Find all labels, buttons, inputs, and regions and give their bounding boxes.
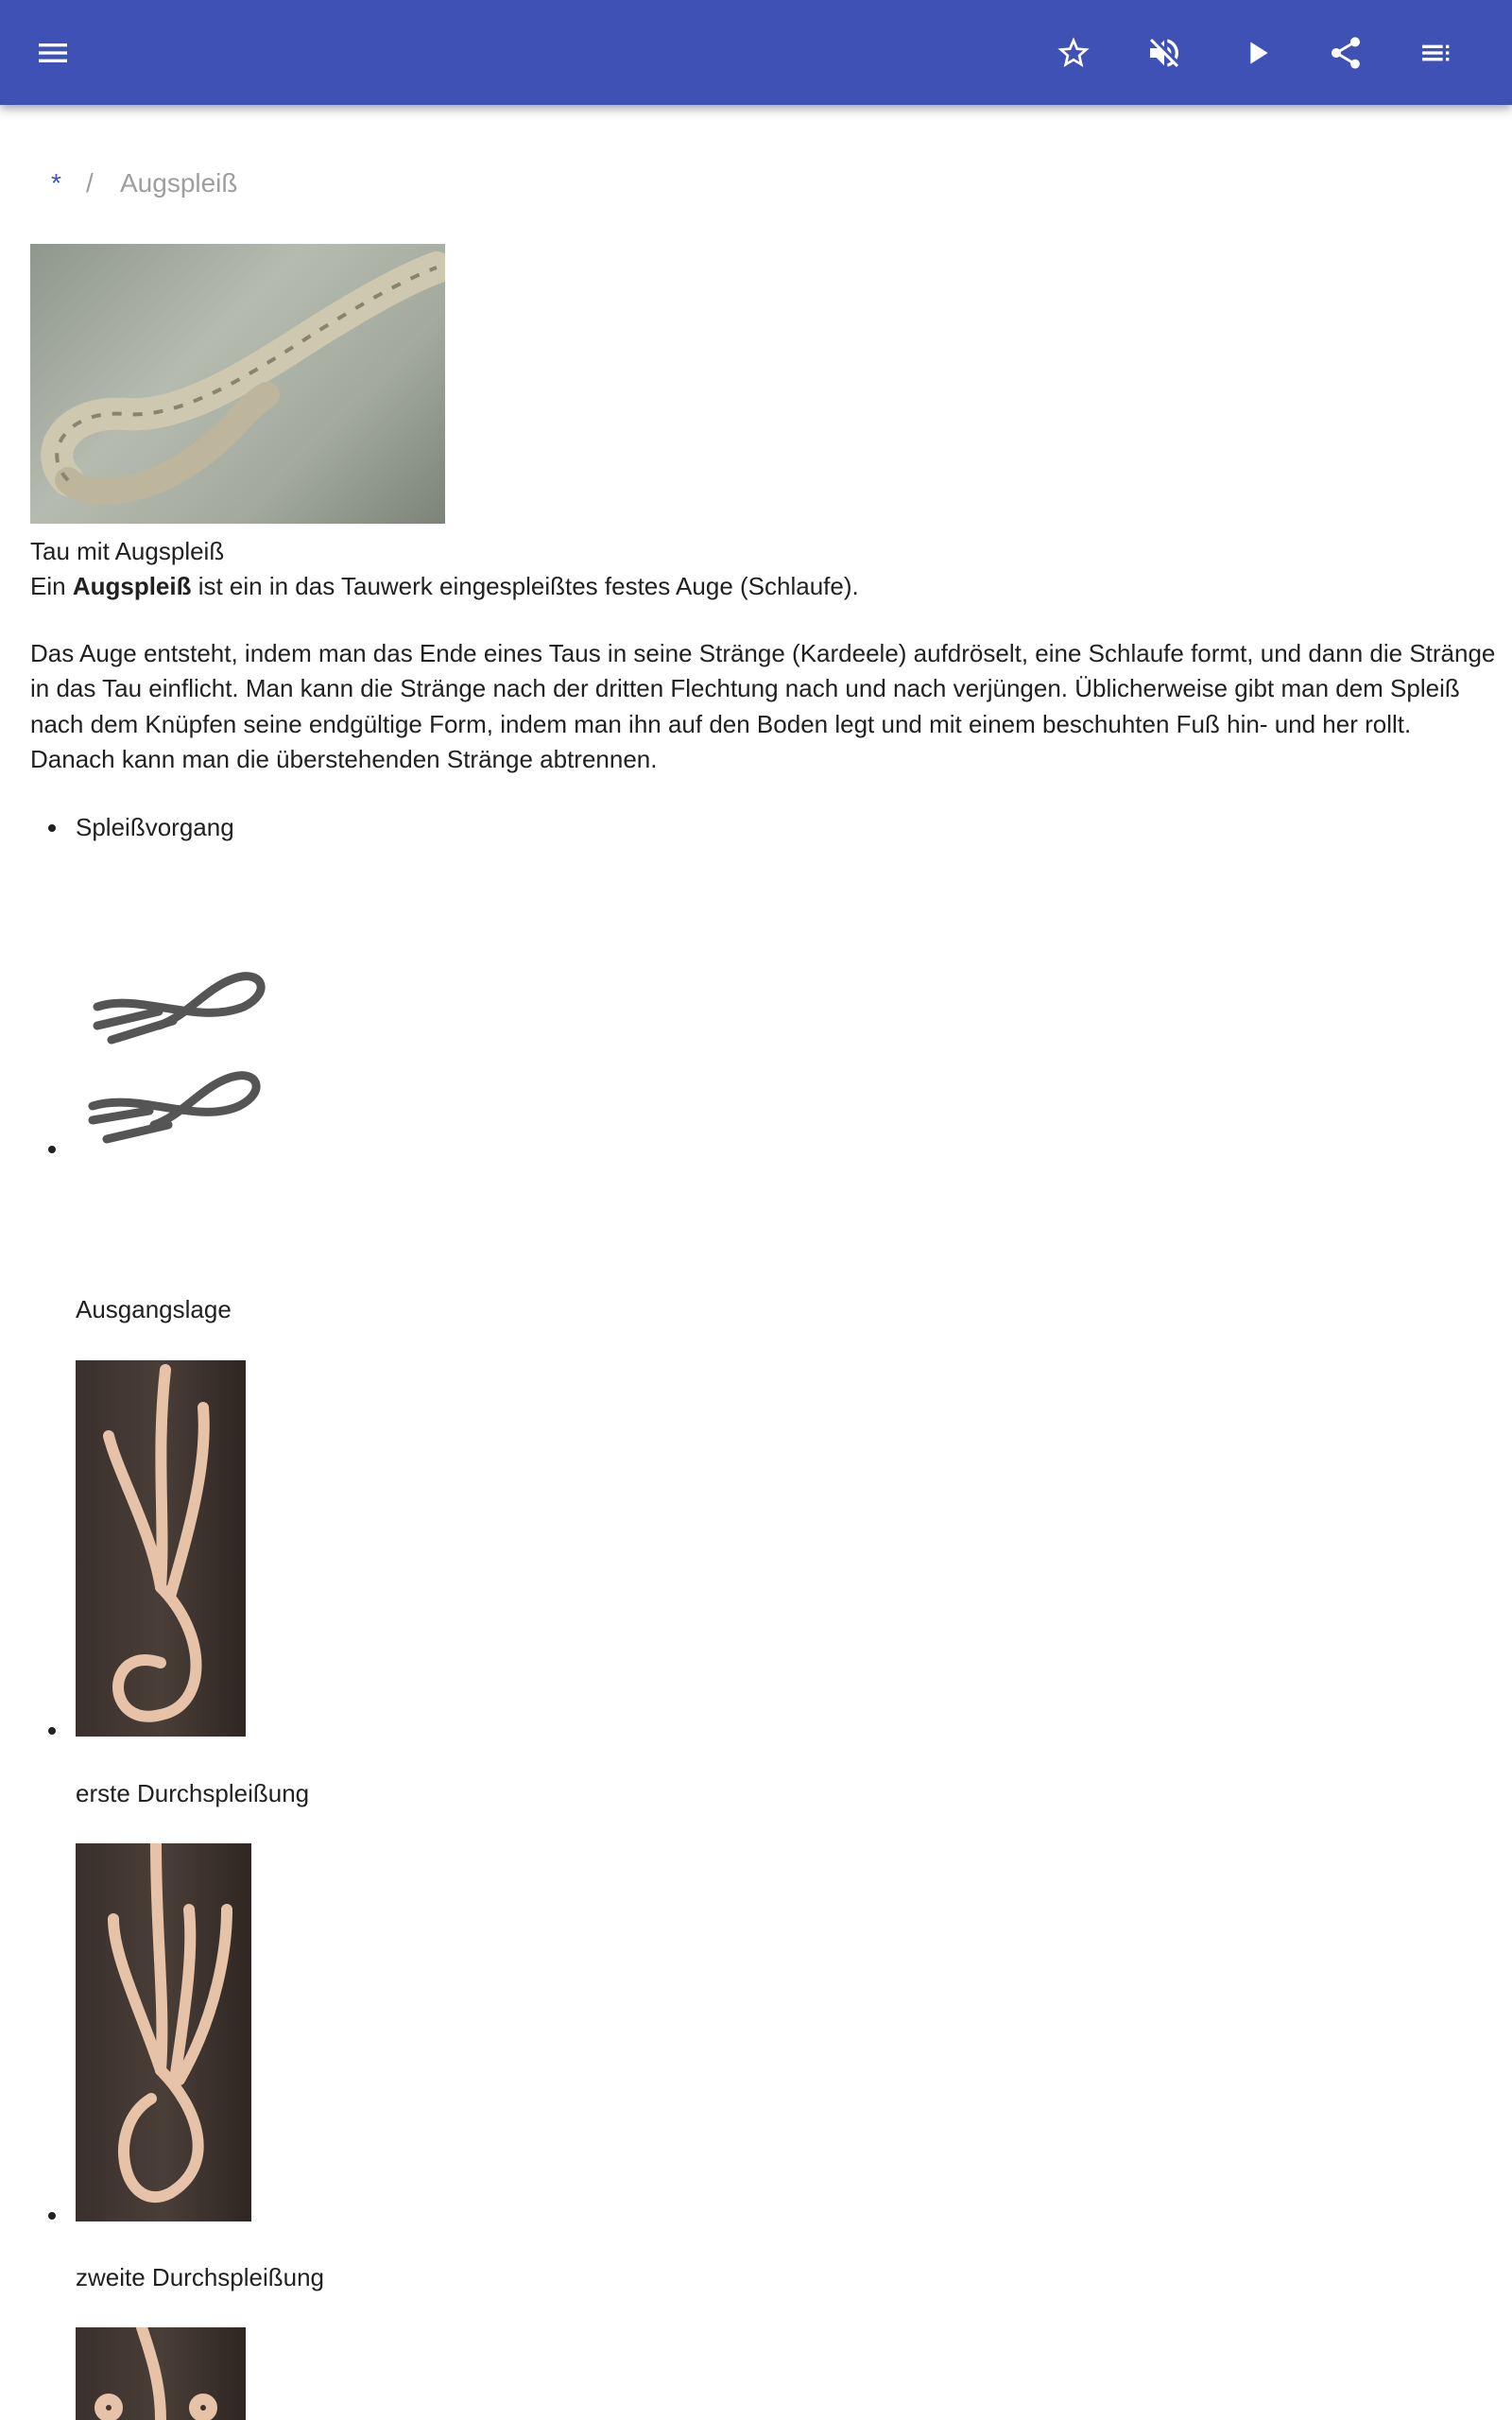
list-heading: Spleißvorgang [76,813,234,841]
playlist-icon [1418,34,1455,72]
play-button[interactable] [1234,30,1280,76]
gallery-image-second-splice[interactable] [76,1843,251,2221]
share-icon [1327,34,1365,72]
menu-button[interactable] [30,30,76,76]
share-button[interactable] [1323,30,1368,76]
mute-button[interactable] [1142,30,1187,76]
paragraph-line: Das Auge entsteht, indem man das Ende eines Taus in seine Stränge (Kardeele) aufdröselt, eine Schlaufe formt, und dann die Stränge [30,639,1496,667]
gallery-caption: Ausgangslage [76,1295,232,1323]
volume-off-icon [1145,34,1183,72]
list-bullet [48,824,56,832]
star-icon [1055,34,1092,72]
bookmark-button[interactable] [1051,30,1096,76]
intro-paragraph [30,568,859,604]
paragraph-line: Danach kann man die überstehenden Stränge abtrennen. [30,745,658,773]
list-bullet [48,1727,56,1735]
intro-prefix: Ein [30,572,73,600]
app-bar [0,0,1512,105]
list-bullet [48,2212,56,2220]
gallery-image-first-splice[interactable] [76,1360,246,1737]
play-icon [1238,34,1276,72]
gallery-caption: erste Durchspleißung [76,1779,310,1807]
gallery-image-starting-position[interactable] [83,969,282,1153]
rope-eye-splice-photo[interactable] [30,244,445,524]
gallery-caption: zweite Durchspleißung [76,2263,325,2291]
breadcrumb-current: Augspleiß [120,168,238,198]
paragraph-line: nach dem Knüpfen seine endgültige Form, indem man ihn auf den Boden legt und mit einem beschuhten Fuß hin- und her rollt. [30,710,1412,738]
breadcrumb-home-link[interactable]: * [51,168,61,198]
paragraph-line: in das Tau einflicht. Man kann die Stränge nach der dritten Flechtung nach und nach verjüngen. Üblicherweise gibt man dem Spleiß [30,674,1460,702]
list-bullet [48,1146,56,1153]
intro-term: Augspleiß [72,572,192,600]
contents-button[interactable] [1414,30,1459,76]
figure-caption: Tau mit Augspleiß [30,537,225,565]
gallery-image-third-splice[interactable] [76,2327,246,2420]
intro-suffix: ist ein in das Tauwerk eingespleißtes festes Auge (Schlaufe). [191,572,859,600]
menu-icon [34,34,72,72]
breadcrumb-separator: / [86,168,94,198]
